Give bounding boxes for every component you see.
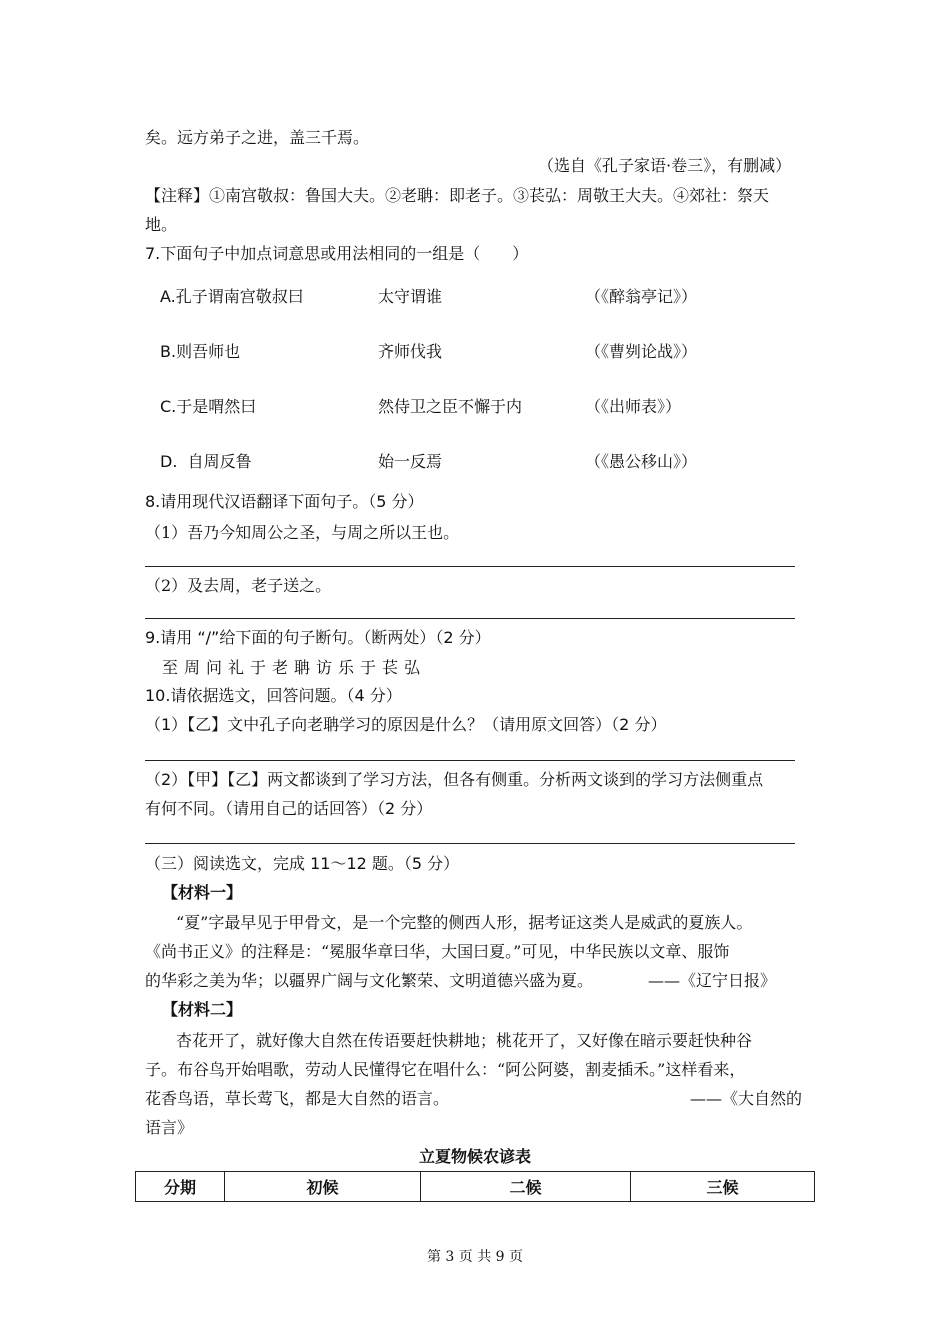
q10-sub-2-line-1: （2）【甲】【乙】两文都谈到了学习方法，但各有侧重。分析两文谈到的学习方法侧重点 [145,770,764,789]
annotation-line-1: 【注释】①南宫敬叔：鲁国大夫。②老聃：即老子。③苌弘：周敬王大夫。④郊社：祭天 [145,186,770,205]
q7-option-a-right: 太守谓谁 [378,287,443,306]
q7-option-c-left: C.于是喟然曰 [160,397,257,416]
answer-line [145,843,795,844]
answer-line [145,618,795,619]
q7-option-b-left: B.则吾师也 [160,342,241,361]
table-header-cell: 分期 [136,1172,225,1202]
table-header-cell: 二候 [421,1172,631,1202]
q8-sentence-1: （1）吾乃今知周公之圣，与周之所以王也。 [145,523,460,542]
material-2-source: ——《大自然的 [690,1089,803,1108]
table-title: 立夏物候农谚表 [418,1147,531,1166]
q7-option-c-source: （《出师表》） [585,397,682,416]
q7-stem: 7.下面句子中加点词意思或用法相同的一组是（ ） [145,244,529,263]
q7-option-d-source: （《愚公移山》） [585,452,698,471]
material-1-source: ——《辽宁日报》 [648,971,777,990]
material-2-line-2: 子。布谷鸟开始唱歌，劳动人民懂得它在唱什么：“阿公阿婆，割麦插禾。”这样看来， [145,1060,746,1079]
passage-source: （选自《孔子家语·卷三》，有删减） [538,156,792,175]
q7-option-a-left: A.孔子谓南宫敬叔曰 [160,287,304,306]
q8-sentence-2: （2）及去周，老子送之。 [145,576,332,595]
q7-option-b-source: （《曹刿论战》） [585,342,698,361]
page-footer: 第 3 页 共 9 页 [426,1249,524,1265]
answer-line [145,566,795,567]
table-header-cell: 三候 [631,1172,815,1202]
material-2-line-3: 花香鸟语，草长莺飞，都是大自然的语言。 [145,1089,450,1108]
material-1-line-1: “夏”字最早见于甲骨文，是一个完整的侧西人形，据考证这类人是威武的夏族人。 [176,913,753,932]
q10-stem: 10.请依据选文，回答问题。（4 分） [145,686,402,705]
material-2-line-4: 语言》 [145,1118,194,1137]
material-2-line-1: 杏花开了，就好像大自然在传语要赶快耕地；桃花开了，又好像在暗示要赶快种谷 [176,1031,753,1050]
q7-option-a-source: （《醉翁亭记》） [585,287,698,306]
q10-sub-2-line-2: 有何不同。（请用自己的话回答）（2 分） [145,799,433,818]
q9-sentence: 至周问礼于老聃访乐于苌弘 [162,658,427,677]
annotation-line-2: 地。 [145,215,178,234]
q7-option-d-right: 始一反焉 [378,452,443,471]
material-1-line-2: 《尚书正义》的注释是：“冕服华章曰华，大国曰夏。”可见，中华民族以文章、服饰 [145,942,730,961]
q10-sub-1: （1）【乙】文中孔子向老聃学习的原因是什么？（请用原文回答）（2 分） [145,715,667,734]
material-2-title: 【材料二】 [162,1000,243,1019]
material-1-title: 【材料一】 [162,883,243,902]
q7-option-c-right: 然侍卫之臣不懈于内 [378,397,523,416]
q7-option-b-right: 齐师伐我 [378,342,443,361]
q7-option-d-left: D. 自周反鲁 [160,452,252,471]
section-3-heading: （三）阅读选文，完成 11～12 题。（5 分） [145,854,460,873]
phenology-table [135,1171,815,1202]
table-header-cell: 初候 [225,1172,421,1202]
table-header-row [136,1172,815,1202]
passage-last-line: 矣。远方弟子之进，盖三千焉。 [145,128,370,147]
q8-stem: 8.请用现代汉语翻译下面句子。（5 分） [145,492,424,511]
answer-line [145,760,795,761]
material-1-line-3: 的华彩之美为华；以疆界广阔与文化繁荣、文明道德兴盛为夏。 [145,971,594,990]
q9-stem: 9.请用 “/”给下面的句子断句。（断两处）（2 分） [145,628,491,647]
